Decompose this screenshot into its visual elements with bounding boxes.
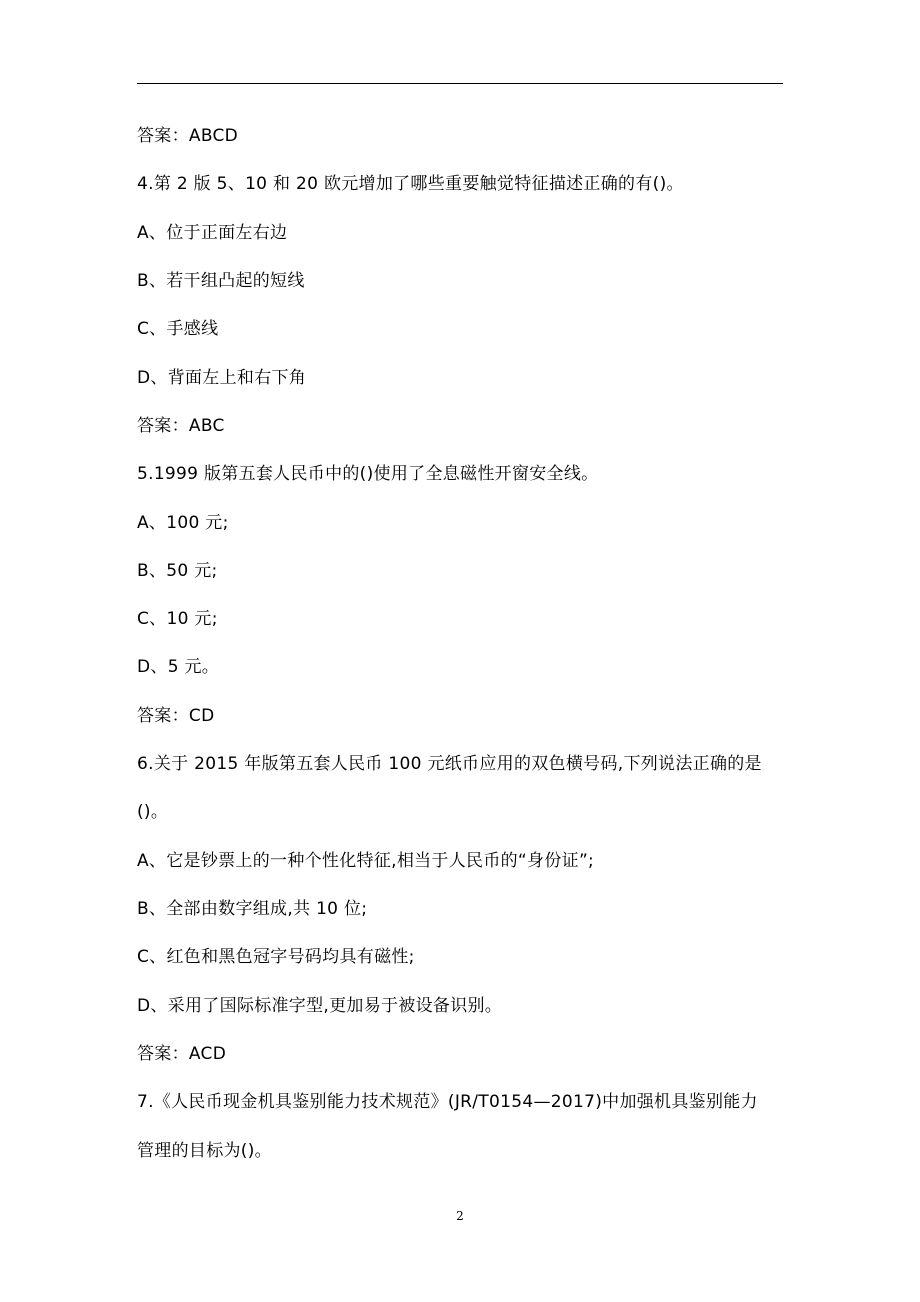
header-rule xyxy=(137,83,783,84)
question-5: 5.1999 版第五套人民币中的()使用了全息磁性开窗安全线。 xyxy=(137,464,599,484)
question-6-continuation: ()。 xyxy=(137,802,169,822)
page-number: 2 xyxy=(456,1209,464,1223)
question-6: 6.关于 2015 年版第五套人民币 100 元纸币应用的双色横号码,下列说法正确的是 xyxy=(137,754,762,774)
question-4: 4.第 2 版 5、10 和 20 欧元增加了哪些重要触觉特征描述正确的有()。 xyxy=(137,174,684,194)
option-c: C、10 元; xyxy=(137,609,218,629)
question-7-continuation: 管理的目标为()。 xyxy=(137,1141,272,1161)
answer-line: 答案：ABC xyxy=(137,416,225,436)
option-a: A、位于正面左右边 xyxy=(137,223,288,243)
option-c: C、手感线 xyxy=(137,319,219,339)
option-b: B、50 元; xyxy=(137,561,218,581)
option-b: B、全部由数字组成,共 10 位; xyxy=(137,899,368,919)
question-7: 7.《人民币现金机具鉴别能力技术规范》(JR/T0154—2017)中加强机具鉴别能力 xyxy=(137,1092,758,1112)
option-a: A、它是钞票上的一种个性化特征,相当于人民币的“身份证”; xyxy=(137,851,595,871)
answer-line: 答案：ABCD xyxy=(137,126,239,146)
option-a: A、100 元; xyxy=(137,513,229,533)
option-b: B、若干组凸起的短线 xyxy=(137,271,305,291)
answer-line: 答案：CD xyxy=(137,706,215,726)
answer-line: 答案：ACD xyxy=(137,1044,227,1064)
option-d: D、背面左上和右下角 xyxy=(137,368,307,388)
option-d: D、5 元。 xyxy=(137,657,220,677)
option-d: D、采用了国际标准字型,更加易于被设备识别。 xyxy=(137,996,503,1016)
option-c: C、红色和黑色冠字号码均具有磁性; xyxy=(137,947,415,967)
